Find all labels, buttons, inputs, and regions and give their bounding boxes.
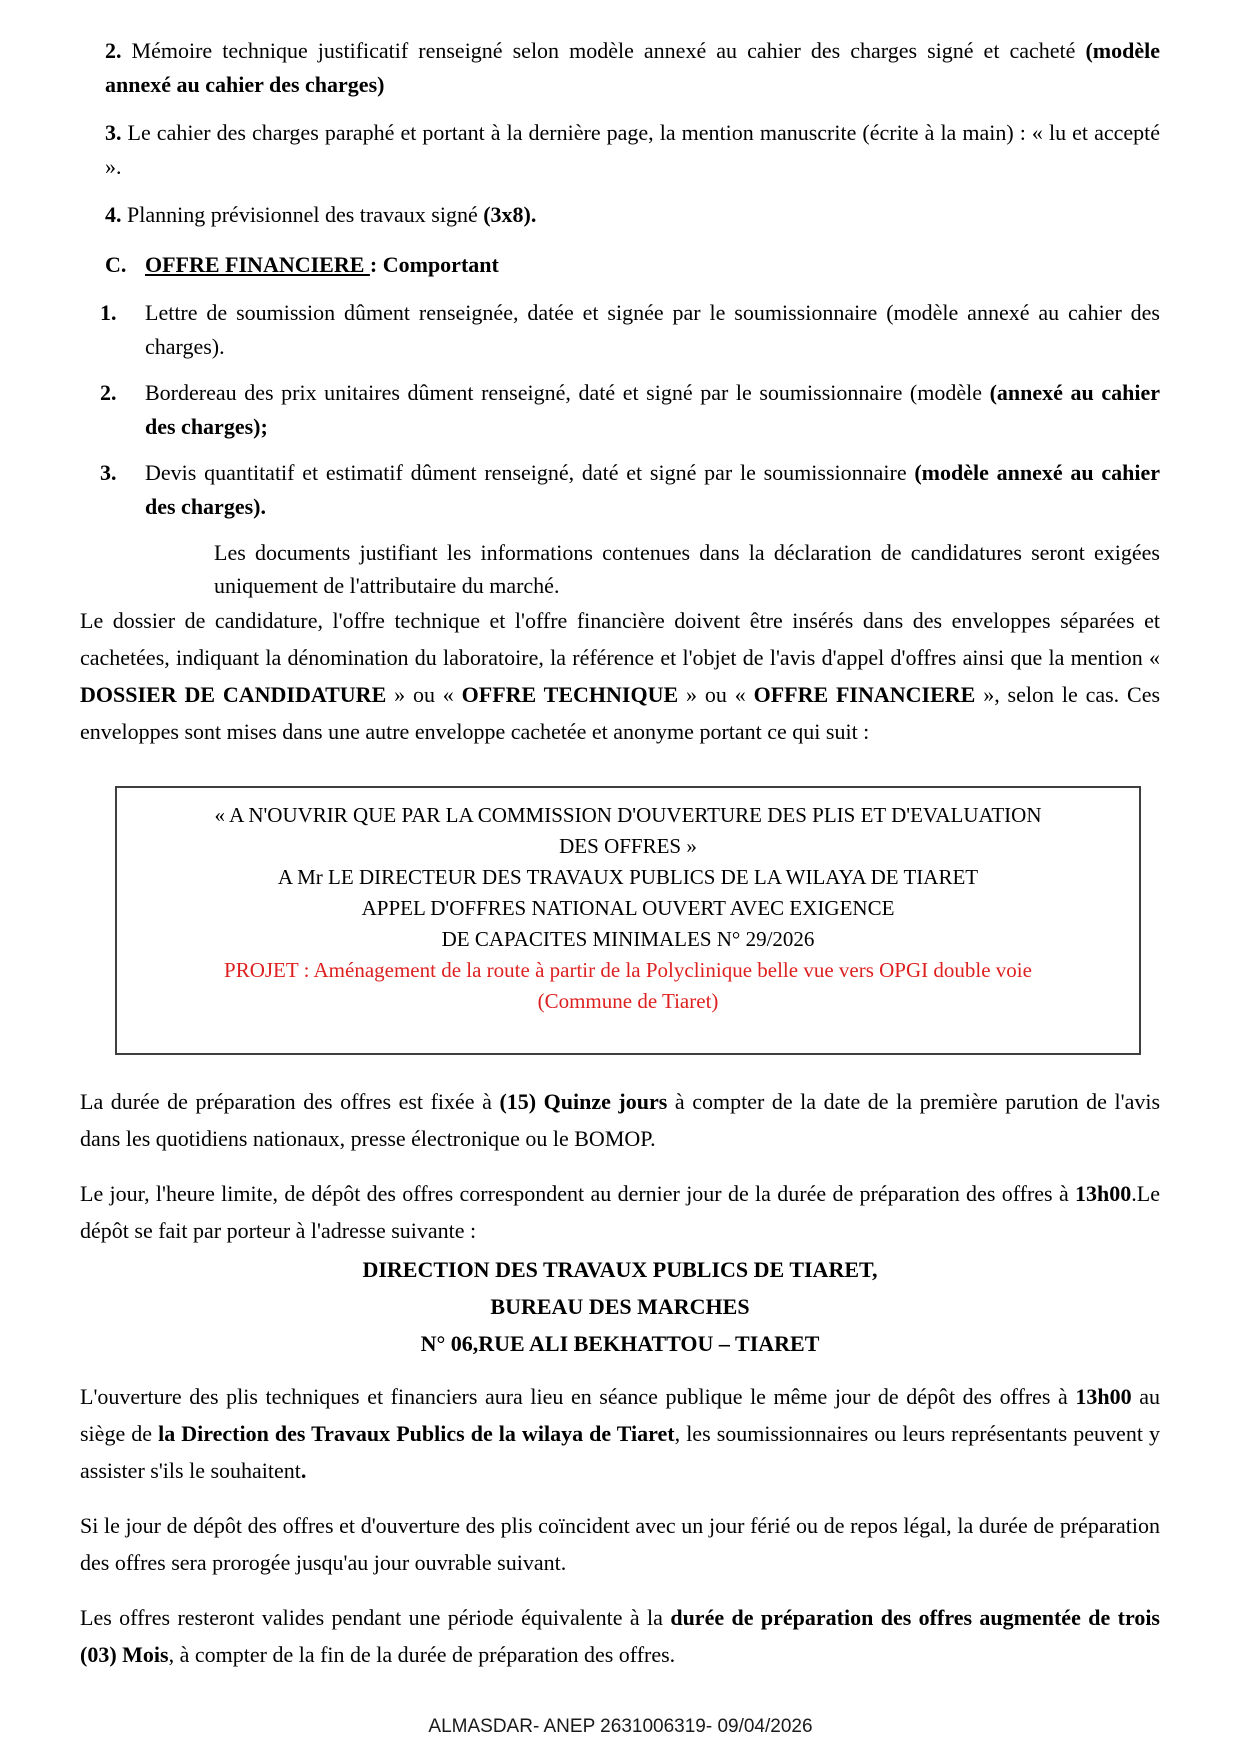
box-line-1: « A N'OUVRIR QUE PAR LA COMMISSION D'OUVERTURE DES PLIS ET D'EVALUATION	[214, 803, 1042, 827]
item-number: 4.	[105, 202, 122, 227]
address-line-1: DIRECTION DES TRAVAUX PUBLICS DE TIARET,	[362, 1257, 878, 1282]
list-item-3	[105, 116, 1160, 184]
paragraph-validite-offres: Les offres resteront valides pendant une période équivalente à la durée de préparation des offres augmentée de trois (03) Mois, à compter de la fin de la durée de préparation des offres.	[80, 1605, 1160, 1667]
paragraph-depot: Le jour, l'heure limite, de dépôt des offres correspondent au dernier jour de la durée de préparation des offres à 13h00.Le dépôt se fait par porteur à l'adresse suivante :	[80, 1181, 1160, 1243]
address-line-2: BUREAU DES MARCHES	[490, 1294, 750, 1319]
item-number: 3.	[100, 460, 117, 485]
item-text: Mémoire technique justificatif renseigné selon modèle annexé au cahier des charges signé et cacheté (modèle annexé au cahier des charges)	[105, 38, 1160, 97]
item-number: 3.	[105, 120, 122, 145]
section-title: OFFRE FINANCIERE : Comportant	[145, 252, 499, 277]
item-text: Le cahier des charges paraphé et portant à la dernière page, la mention manuscrite (écrite à la main) : « lu et accepté ».	[105, 120, 1160, 179]
item-number: 1.	[100, 300, 117, 325]
note-paragraph: Les documents justifiant les informations contenues dans la déclaration de candidatures seront exigées uniquement de l'attributaire du marché.	[214, 540, 1160, 598]
item-text: Devis quantitatif et estimatif dûment renseigné, daté et signé par le soumissionnaire (modèle annexé au cahier des charges).	[145, 460, 1161, 519]
paragraph-duree: La durée de préparation des offres est fixée à (15) Quinze jours à compter de la date de la première parution de l'avis dans les quotidiens nationaux, presse électronique ou le BOMOP.	[80, 1089, 1161, 1151]
item-number: 2.	[105, 38, 122, 63]
envelope-notice-box	[115, 786, 1141, 1055]
paragraph-jour-ferie: Si le jour de dépôt des offres et d'ouverture des plis coïncident avec un jour férié ou de repos légal, la durée de préparation des offres sera prorogée jusqu'au jour ouvrable suivant.	[80, 1513, 1160, 1575]
footer-anep-reference: ALMASDAR- ANEP 2631006319- 09/04/2026	[428, 1716, 813, 1737]
item-text: Planning prévisionnel des travaux signé (3x8).	[121, 202, 537, 227]
box-line-2: DES OFFRES »	[559, 834, 697, 858]
box-line-4: APPEL D'OFFRES NATIONAL OUVERT AVEC EXIGENCE	[361, 896, 895, 920]
section-c-heading	[105, 248, 1160, 282]
c-list-item-2	[100, 376, 1160, 444]
item-text: Lettre de soumission dûment renseignée, datée et signée par le soumissionnaire (modèle annexé au cahier des charges).	[145, 300, 1160, 359]
address-block	[80, 1251, 1160, 1362]
box-line-5: DE CAPACITES MINIMALES N° 29/2026	[441, 927, 815, 951]
paragraph-ouverture: L'ouverture des plis techniques et financiers aura lieu en séance publique le même jour de dépôt des offres à 13h00 au siège de la Direction des Travaux Publics de la wilaya de Tiaret, les soumissionnaires ou leurs représentants peuvent y assister s'ils le souhaitent.	[80, 1384, 1160, 1483]
item-number: 2.	[100, 380, 117, 405]
box-line-project: PROJET : Aménagement de la route à partir de la Polyclinique belle vue vers OPGI double voie	[224, 958, 1032, 982]
dossier-paragraph: Le dossier de candidature, l'offre technique et l'offre financière doivent être insérés dans des enveloppes séparées et cachetées, indiquant la dénomination du laboratoire, la référence et l'objet de l'avis d'appel d'offres ainsi que la mention « DOSSIER DE CANDIDATURE » ou « OFFRE TECHNIQUE » ou « OFFRE FINANCIERE », selon le cas. Ces enveloppes sont mises dans une autre enveloppe cachetée et anonyme portant ce qui suit :	[80, 608, 1161, 744]
list-item-4	[105, 198, 1160, 232]
box-line-commune: (Commune de Tiaret)	[537, 989, 719, 1013]
box-line-3: A Mr LE DIRECTEUR DES TRAVAUX PUBLICS DE LA WILAYA DE TIARET	[277, 865, 979, 889]
c-list-item-1	[100, 296, 1160, 364]
list-item-2	[105, 34, 1160, 102]
section-letter: C.	[105, 252, 127, 277]
item-text: Bordereau des prix unitaires dûment renseigné, daté et signé par le soumissionnaire (modèle (annexé au cahier des charges);	[145, 380, 1160, 439]
address-line-3: N° 06,RUE ALI BEKHATTOU – TIARET	[420, 1331, 820, 1356]
c-list-item-3	[100, 456, 1160, 524]
